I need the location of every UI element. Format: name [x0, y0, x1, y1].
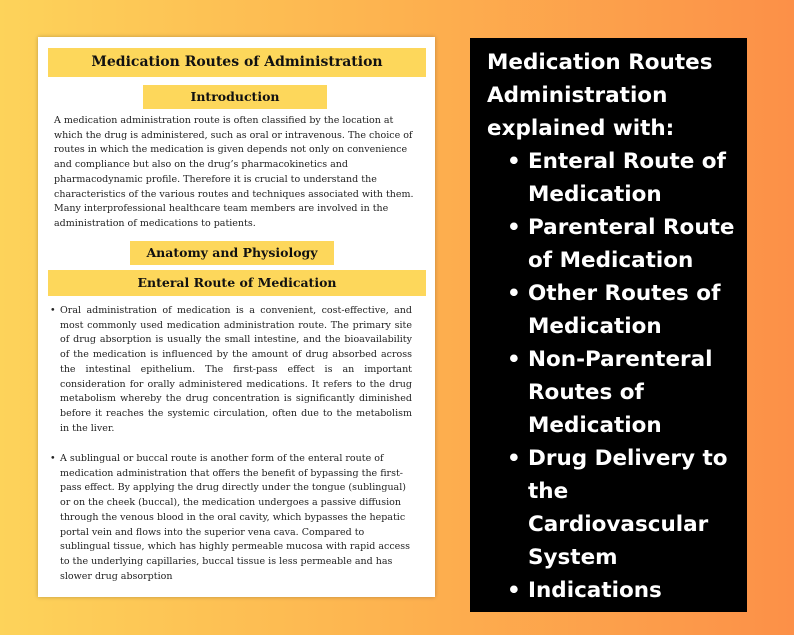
panel-bullet: • [507, 215, 521, 240]
panel-item-label: Parenteral Route of Medication [528, 215, 735, 273]
panel-list [487, 145, 737, 607]
bullet-text: A sublingual or buccal route is another form of the enteral route of medication administration that offers the benefit of bypassing the first-pass effect. By applying the drug directly under the tongue (sublingual) or on the cheek (buccal), the medication undergoes a passive diffusion through the venous blood in the oral cavity, which bypasses the hepatic portal vein and flows into the superior vena cava. Compared to sublingual tissue, which has highly permeable mucosa with rapid access to the underlying capillaries, buccal tissue is less permeable and has slower drug absorption [60, 453, 411, 582]
panel-item-enteral [487, 145, 737, 211]
anatomy-heading: Anatomy and Physiology [130, 241, 334, 265]
panel-bullet: • [507, 347, 521, 372]
panel-title: Medication Routes Administration explained with: [487, 50, 713, 141]
panel-item-label: Enteral Route of Medication [528, 149, 726, 207]
panel-item-label: Indications [528, 578, 662, 603]
bullet-text: Oral administration of medication is a convenient, cost-effective, and most commonly used medication administration route. The primary site of drug absorption is usually the small intestine, and the bioavailability of the medication is influenced by the amount of drug absorbed across the intestinal epithelium. The first-pass effect is an important consideration for orally administered medications. It refers to the drug metabolism whereby the drug concentration is significantly diminished before it reaches the systemic circulation, often due to the metabolism in the liver. [60, 305, 412, 434]
bullet-dot: • [50, 453, 56, 464]
panel-bullet: • [507, 578, 521, 603]
panel-bullet: • [507, 446, 521, 471]
bullet-item-sublingual [50, 452, 412, 584]
panel-item-label: Other Routes of Medication [528, 281, 721, 339]
panel-item-cardiovascular [487, 442, 737, 574]
panel-item-other [487, 277, 737, 343]
panel-item-non-parenteral [487, 343, 737, 442]
document-title: Medication Routes of Administration [48, 48, 426, 77]
panel-item-parenteral [487, 211, 737, 277]
summary-panel [470, 38, 747, 612]
bullet-dot: • [50, 305, 56, 316]
panel-item-label: Non-Parenteral Routes of Medication [528, 347, 713, 438]
panel-item-label: Drug Delivery to the Cardiovascular System [528, 446, 728, 570]
document-page [38, 37, 435, 597]
enteral-heading: Enteral Route of Medication [48, 270, 426, 296]
intro-paragraph: A medication administration route is often classified by the location at which the drug is administered, such as oral or intravenous. The choice of routes in which the medication is given depends not only on convenience and compliance but also on the drug’s pharmacokinetics and pharmacodynamic profile. Therefore it is crucial to understand the characteristics of the various routes and techniques associated with them. Many interprofessional healthcare team members are involved in the administration of medications to patients. [54, 115, 414, 229]
panel-bullet: • [507, 281, 521, 306]
panel-item-indications [487, 574, 737, 607]
intro-heading: Introduction [143, 85, 327, 109]
bullet-item-oral [50, 304, 412, 436]
panel-bullet: • [507, 149, 521, 174]
